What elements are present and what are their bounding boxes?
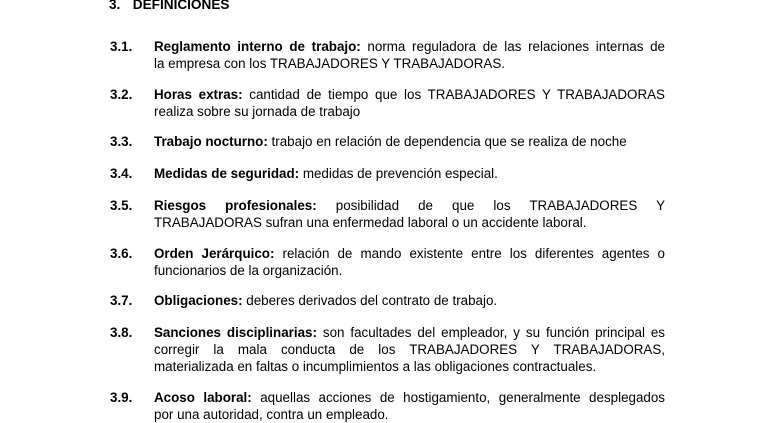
- definition-line: corregir la mala conducta de los TRABAJADORES Y TRABAJADORAS,: [154, 342, 665, 357]
- definition-line: [154, 245, 665, 262]
- definition-number: 3.8.: [110, 325, 133, 340]
- definition-text: [154, 133, 665, 150]
- definition-term: Acoso laboral:: [154, 390, 252, 405]
- definition-body: cantidad de tiempo que los TRABAJADORES Y TRABAJADORAS: [242, 87, 665, 102]
- definition-line: [154, 389, 665, 406]
- definition-body: deberes derivados del contrato de trabajo.: [242, 293, 498, 308]
- definition-term: Reglamento interno de trabajo:: [154, 39, 361, 54]
- definition-text: [154, 389, 665, 423]
- definition-text: [154, 292, 665, 309]
- definition-term: Trabajo nocturno:: [154, 134, 268, 149]
- definition-text: [154, 197, 665, 231]
- definition-term: Horas extras:: [154, 87, 243, 102]
- definition-number: 3.1.: [110, 39, 133, 54]
- definition-number: 3.5.: [110, 198, 133, 213]
- definition-body: norma reguladora de las relaciones internas de: [360, 39, 665, 54]
- definition-body: medidas de prevención especial.: [299, 166, 498, 181]
- definition-line: [154, 324, 665, 341]
- definition-body: son facultades del empleador, y su función principal es: [316, 325, 665, 340]
- definition-number: 3.7.: [110, 293, 133, 308]
- definition-line: materializada en faltas o incumplimientos a las obligaciones contractuales.: [154, 359, 597, 374]
- definition-term: Sanciones disciplinarias:: [154, 325, 317, 340]
- definition-text: [154, 324, 665, 375]
- definition-text: [154, 165, 665, 182]
- definition-body: trabajo en relación de dependencia que se realiza de noche: [267, 134, 627, 149]
- section-heading: [109, 0, 229, 12]
- section-title: DEFINICIONES: [132, 0, 230, 12]
- definition-number: 3.2.: [110, 87, 133, 102]
- definition-body: posibilidad de que los TRABAJADORES Y: [316, 198, 666, 213]
- definition-line: [154, 86, 665, 103]
- definition-body: aquellas acciones de hostigamiento, generalmente desplegados: [251, 390, 665, 405]
- section-number: 3.: [109, 0, 121, 12]
- definition-line: realiza sobre su jornada de trabajo: [154, 104, 361, 119]
- definition-term: Riesgos profesionales:: [154, 198, 317, 213]
- definition-number: 3.9.: [110, 390, 133, 405]
- definition-line: [154, 197, 665, 214]
- definition-line: la empresa con los TRABAJADORES Y TRABAJADORAS.: [154, 56, 506, 71]
- definition-body: relación de mando existente entre los diferentes agentes o: [274, 246, 665, 261]
- definition-text: [154, 38, 665, 72]
- definition-term: Obligaciones:: [154, 293, 243, 308]
- definition-number: 3.6.: [110, 246, 133, 261]
- definition-line: funcionarios de la organización.: [154, 263, 343, 278]
- definition-number: 3.3.: [110, 134, 133, 149]
- definition-term: Medidas de seguridad:: [154, 166, 300, 181]
- definition-text: [154, 86, 665, 120]
- definition-term: Orden Jerárquico:: [154, 246, 275, 261]
- definition-line: por una autoridad, contra un empleado.: [154, 407, 389, 422]
- definition-text: [154, 245, 665, 279]
- definition-line: [154, 38, 665, 55]
- definition-number: 3.4.: [110, 166, 133, 181]
- definition-line: TRABAJADORAS sufran una enfermedad laboral o un accidente laboral.: [154, 215, 587, 230]
